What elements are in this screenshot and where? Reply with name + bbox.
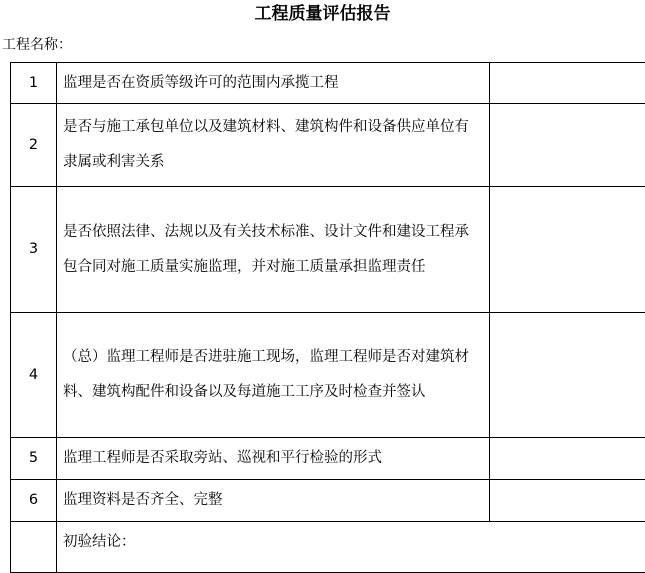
table-row — [11, 104, 645, 187]
table-row — [11, 313, 645, 438]
row-number: 3 — [11, 187, 57, 313]
evaluation-item: 是否与施工承包单位以及建筑材料、建筑构件和设备供应单位有隶属或利害关系 — [57, 104, 490, 187]
result-cell[interactable] — [490, 480, 645, 522]
table-row — [11, 187, 645, 313]
result-cell[interactable] — [490, 63, 645, 104]
result-cell[interactable] — [490, 313, 645, 438]
table-row — [11, 438, 645, 480]
table-row — [11, 480, 645, 522]
result-cell[interactable] — [490, 438, 645, 480]
result-cell[interactable] — [490, 187, 645, 313]
document-title: 工程质量评估报告 — [0, 4, 645, 24]
row-number: 2 — [11, 104, 57, 187]
row-number: 4 — [11, 313, 57, 438]
evaluation-item: 监理资料是否齐全、完整 — [57, 480, 490, 522]
row-number: 1 — [11, 63, 57, 104]
evaluation-item: 是否依照法律、法规以及有关技术标准、设计文件和建设工程承包合同对施工质量实施监理，并对施工质量承担监理责任 — [57, 187, 490, 313]
evaluation-table — [10, 62, 645, 573]
conclusion-label: 初验结论： — [63, 522, 645, 552]
row-number: 5 — [11, 438, 57, 480]
evaluation-item: 监理是否在资质等级许可的范围内承揽工程 — [57, 63, 490, 104]
row-number: 6 — [11, 480, 57, 522]
evaluation-item: （总）监理工程师是否进驻施工现场，监理工程师是否对建筑材料、建筑构配件和设备以及每道施工工序及时检查并签认 — [57, 313, 490, 438]
result-cell[interactable] — [490, 104, 645, 187]
table-row — [11, 63, 645, 104]
evaluation-item: 监理工程师是否采取旁站、巡视和平行检验的形式 — [57, 438, 490, 480]
project-name-label: 工程名称： — [2, 36, 72, 54]
